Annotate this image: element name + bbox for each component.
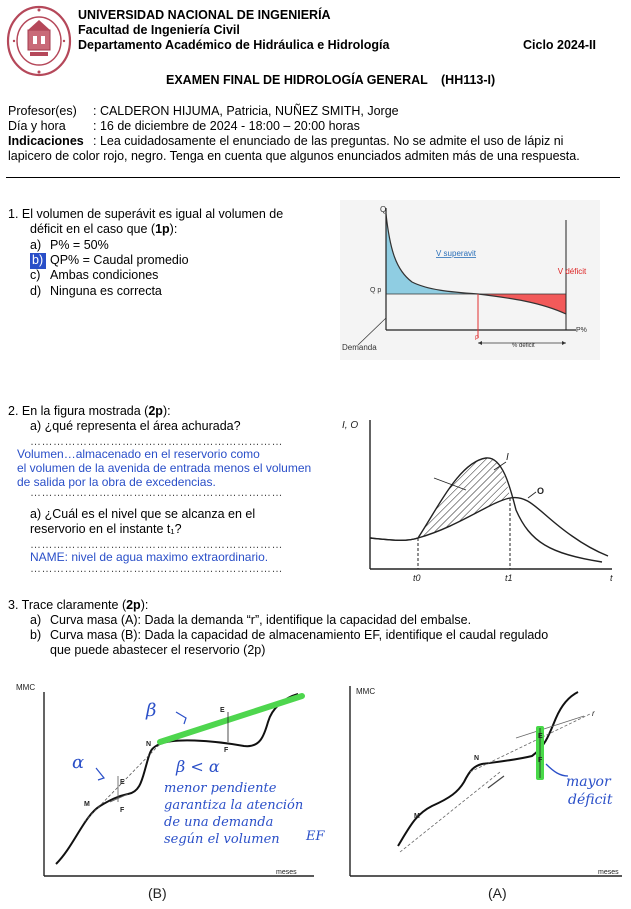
indications-label: Indicaciones (8, 134, 84, 148)
q1-fig-x-axis: P% (576, 327, 587, 334)
course-code: (HH113-I) (441, 73, 496, 87)
q3a-hand-note-1: mayor (566, 774, 611, 790)
q3b-caption: (B) (148, 885, 167, 901)
q3a-label-f: F (538, 757, 543, 764)
professor-label: Profesor(es) (8, 104, 77, 118)
q1-fig-p-label: P (475, 336, 480, 342)
q2-fig-inflow-label: I (506, 452, 509, 463)
q3a-label-m: M (414, 813, 420, 820)
q1-option-b[interactable]: b) QP% = Caudal promedio (32, 253, 189, 267)
date-label: Día y hora (8, 119, 66, 133)
q1-text-line-2: déficit en el caso que (1p): (30, 222, 178, 236)
university-name: UNIVERSIDAD NACIONAL DE INGENIERÍA (78, 8, 331, 22)
q2-fig-t1: t1 (505, 573, 513, 583)
q3-mass-curve-a-figure (340, 676, 628, 904)
divider (6, 177, 620, 178)
q2-question-b-line-1: a) ¿Cuál es el nivel que se alcanza en el (30, 507, 256, 521)
q3a-axis: MMC (356, 687, 376, 696)
q1-option-c[interactable]: c) Ambas condiciones (30, 268, 159, 282)
q3a-label-e: E (538, 733, 543, 740)
q1-option-d[interactable]: d) Ninguna es correcta (30, 284, 162, 298)
selected-marker: b) (30, 253, 46, 269)
q2-answer-a-line-3[interactable]: de salida por la obra de excedencias. (17, 475, 216, 489)
q3-item-b-line-2: que puede abastecer el reservorio (2p) (50, 643, 266, 657)
q3b-time: meses (276, 869, 297, 876)
q3b-label-e1: E (120, 779, 125, 786)
faculty-name: Facultad de Ingeniería Civil (78, 23, 240, 37)
q1-text-line-1: 1. El volumen de superávit es igual al volumen de (8, 207, 284, 221)
q3a-hand-note-2: déficit (568, 792, 613, 808)
q3b-hand-inequality: β < α (176, 757, 220, 776)
q1-fig-deficit: V déficit (557, 267, 587, 276)
q2-fig-t0: t0 (413, 573, 421, 583)
q2-fig-t-axis: t (610, 573, 613, 583)
q2-hydrograph-figure (340, 414, 620, 586)
q3b-label-f1: F (120, 807, 125, 814)
q2-dotted-line-2: ………………………………………………………… (30, 487, 283, 499)
q3a-label-r: r (592, 709, 595, 718)
university-seal (6, 4, 72, 78)
q3a-time: meses (598, 869, 619, 876)
q2-question-b-line-2: reservorio en el instante t₁? (30, 522, 182, 536)
q3-item-b-line-1: b) Curva masa (B): Dada la capacidad de almacenamiento EF, identifique el caudal regulado (30, 628, 549, 642)
q2-dotted-line-4: ………………………………………………………… (30, 563, 283, 575)
department-name: Departamento Académico de Hidráulica e Hidrología (78, 38, 390, 52)
q3b-label-f2: F (224, 747, 229, 754)
q2-text-line-1: 2. En la figura mostrada (2p): (8, 404, 171, 418)
exam-title: EXAMEN FINAL DE HIDROLOGÍA GENERAL (166, 73, 428, 87)
q3b-hand-ef: EF (306, 829, 325, 844)
q1-fig-y-axis: Q (380, 205, 387, 214)
date-value: : 16 de diciembre de 2024 - 18:00 – 20:00 horas (93, 119, 360, 133)
q3a-label-n: N (474, 755, 480, 762)
professor-value: : CALDERON HIJUMA, Patricia, NUÑEZ SMITH, Jorge (93, 104, 399, 118)
q3b-label-e2: E (220, 707, 225, 714)
indications-line-1: : Lea cuidadosamente el enunciado de las preguntas. No se admite el uso de lápiz ni (93, 134, 564, 148)
q1-option-a[interactable]: a) P% = 50% (30, 238, 109, 252)
q1-fig-qp-label: Q p (370, 287, 382, 294)
q3b-hand-note-3: de una demanda (164, 815, 274, 830)
q2-answer-b[interactable]: NAME: nivel de agua maximo extraordinario. (30, 550, 269, 564)
q3-mass-curve-b-figure (14, 676, 336, 904)
q3a-caption: (A) (488, 885, 507, 901)
q3-item-a: a) Curva masa (A): Dada la demanda “r”, identifique la capacidad del embalse. (30, 613, 472, 627)
q2-answer-a-line-2[interactable]: el volumen de la avenida de entrada menos el volumen (17, 461, 312, 475)
q1-duration-curve-figure (340, 200, 600, 360)
q3-text-line-1: 3. Trace claramente (2p): (8, 598, 149, 612)
q3b-hand-note-1: menor pendiente (164, 781, 277, 796)
q3b-hand-beta: β (146, 700, 157, 721)
indications-line-2: lapicero de color rojo, negro. Tenga en cuenta que algunos enunciados admiten más de una respuesta. (8, 149, 580, 163)
q2-fig-y-axis: I, O (342, 420, 359, 431)
q3b-hand-alpha: α (72, 752, 85, 773)
q1-fig-pct-deficit: % deficit (512, 343, 535, 349)
q3b-label-m: M (84, 801, 90, 808)
q3b-axis: MMC (16, 683, 36, 692)
q3b-label-n: N (146, 741, 152, 748)
q2-question-a: a) ¿qué representa el área achurada? (30, 419, 241, 433)
q3b-hand-note-2: garantiza la atención (164, 798, 304, 813)
q2-dotted-line-1: ………………………………………………………… (30, 436, 283, 448)
cycle-label: Ciclo 2024-II (523, 38, 596, 52)
q3b-hand-note-4: según el volumen (164, 832, 280, 847)
q2-dotted-line-3: ………………………………………………………… (30, 539, 283, 551)
q2-fig-outflow-label: O (537, 486, 545, 496)
q1-fig-demand: Demanda (342, 343, 377, 352)
q1-fig-superavit: V superavit (436, 249, 477, 258)
q2-answer-a-line-1[interactable]: Volumen…almacenado en el reservorio como (17, 447, 260, 461)
